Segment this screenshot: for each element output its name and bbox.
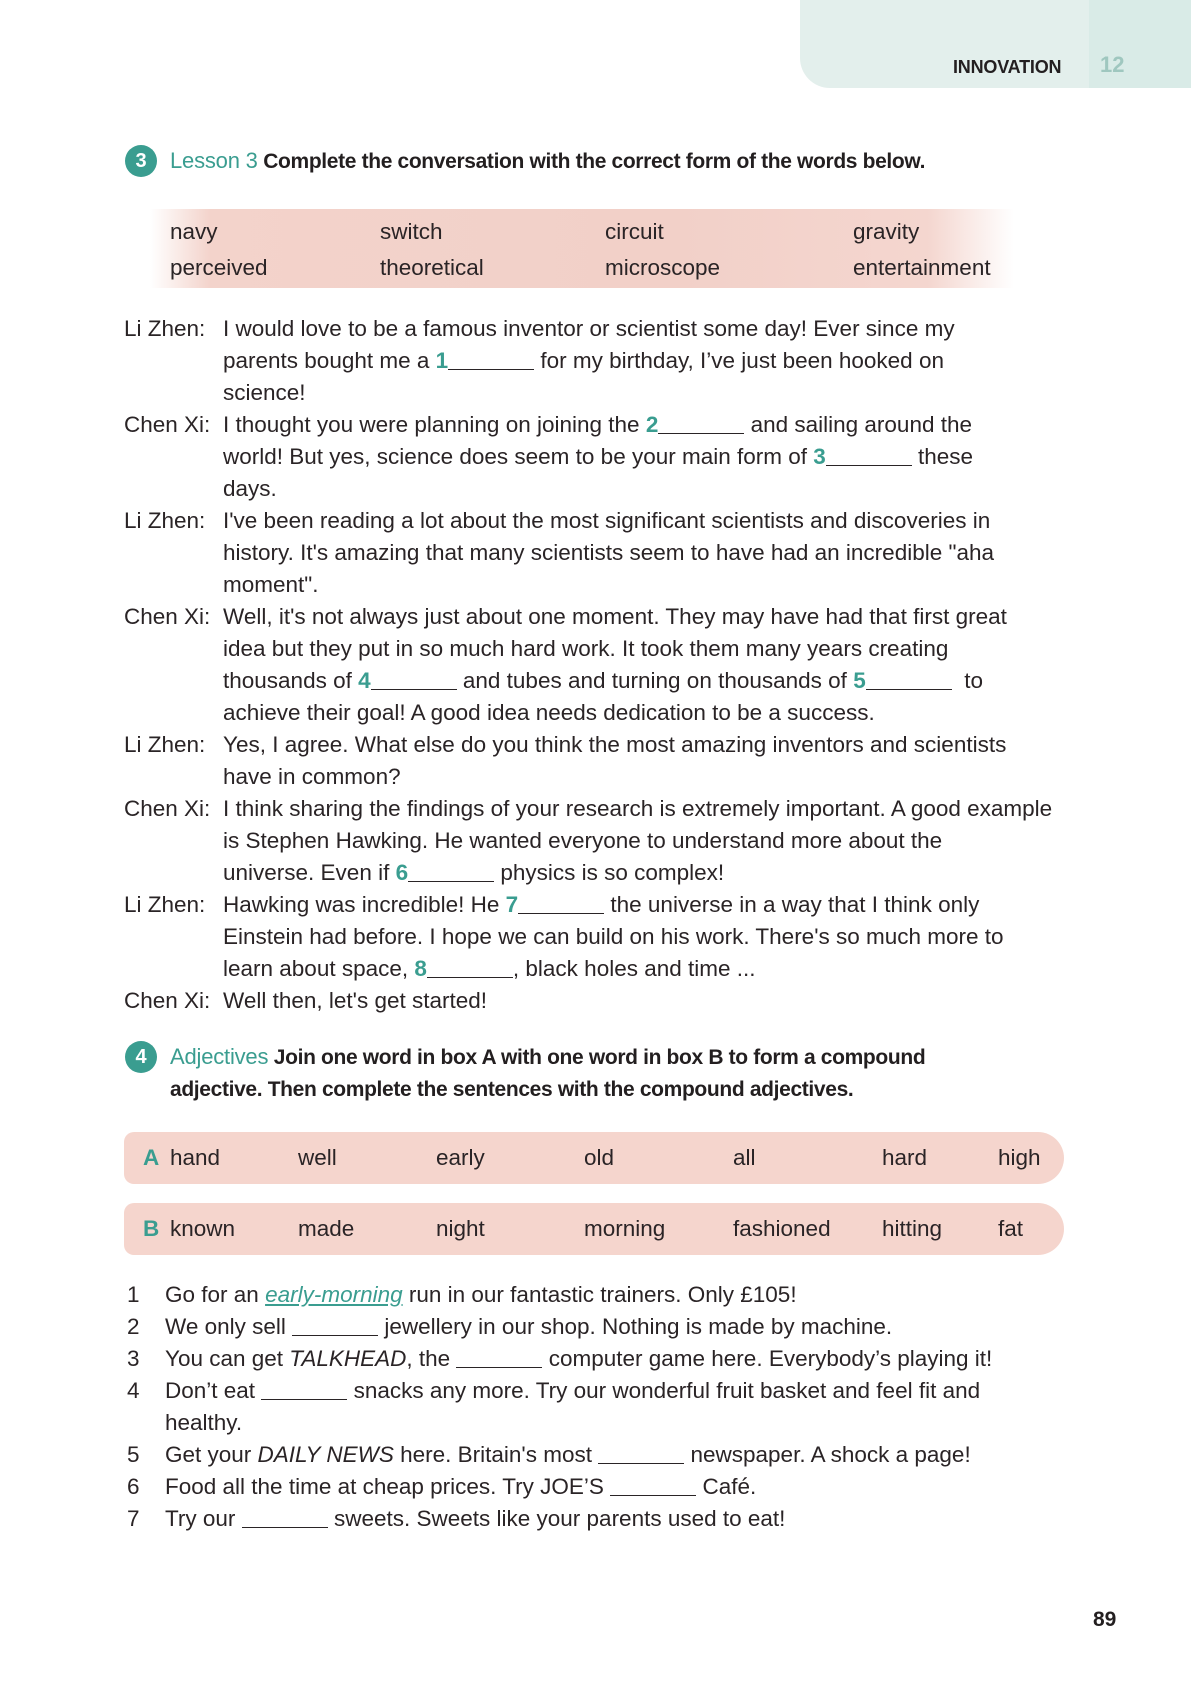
- dialogue-line: [223, 505, 1164, 537]
- sentence-line: [165, 1375, 1127, 1407]
- italic-title: TALKHEAD: [289, 1346, 407, 1371]
- word-box-item: entertainment: [853, 255, 991, 280]
- box-word: all: [733, 1145, 756, 1170]
- box-word: early: [436, 1145, 485, 1170]
- dialogue-line: [223, 473, 1164, 505]
- box-word: old: [584, 1145, 615, 1170]
- word-box-item: perceived: [170, 255, 268, 280]
- box-word: hitting: [882, 1216, 943, 1241]
- dialogue-turn: [124, 505, 1164, 601]
- dialogue-line: [223, 761, 1164, 793]
- gap-number: 2: [645, 412, 659, 437]
- dialogue-line: [223, 377, 1164, 409]
- answer-blank: [261, 1382, 347, 1400]
- dialogue-text: [223, 409, 1164, 505]
- text-segment: Well, it's not always just about one moment. They may have had that first great: [223, 604, 1007, 629]
- dialogue-turn: [124, 601, 1164, 729]
- word-box: [150, 209, 1014, 288]
- sentence-item: [127, 1375, 1127, 1439]
- text-segment: the universe in a way that I think only: [604, 892, 980, 917]
- italic-title: DAILY NEWS: [257, 1442, 394, 1467]
- text-segment: Hawking was incredible! He: [223, 892, 506, 917]
- dialogue-text: [223, 729, 1164, 793]
- example-answer: early-morning: [265, 1282, 403, 1307]
- text-segment: and sailing around the: [744, 412, 972, 437]
- sentence-item: [127, 1311, 1127, 1343]
- text-segment: Yes, I agree. What else do you think the most amazing inventors and scientists: [223, 732, 1007, 757]
- answer-blank: [610, 1478, 696, 1496]
- text-segment: parents bought me a: [223, 348, 436, 373]
- page-number: 89: [1093, 1608, 1117, 1631]
- box-word: high: [998, 1145, 1041, 1170]
- text-segment: , black holes and time ...: [512, 956, 756, 981]
- sentence-text: [165, 1471, 1127, 1503]
- text-segment: healthy.: [165, 1410, 243, 1435]
- dialogue-line: [223, 985, 1164, 1017]
- dialogue-line: [223, 345, 1164, 377]
- sentence-number: 4: [127, 1378, 140, 1403]
- answer-blank: [242, 1510, 328, 1528]
- box-word: fat: [998, 1216, 1024, 1241]
- exercise-3-number-badge: 3: [125, 145, 157, 177]
- answer-blank: [448, 352, 534, 370]
- dialogue-line: [223, 601, 1164, 633]
- numbered-gap: [646, 412, 745, 437]
- text-segment: is Stephen Hawking. He wanted everyone to understand more about the: [223, 828, 943, 853]
- exercise-4-instruction-text: Join one word in box A with one word in box B to form a compound: [273, 1046, 926, 1069]
- exercise-3-heading: [170, 145, 925, 178]
- text-segment: universe. Even if: [223, 860, 396, 885]
- dialogue-text: [223, 985, 1164, 1017]
- sentence-number: 3: [127, 1346, 140, 1371]
- box-word: known: [170, 1216, 236, 1241]
- dialogue-text: [223, 889, 1164, 985]
- numbered-gap: [436, 348, 535, 373]
- numbered-gap: [414, 956, 513, 981]
- text-segment: newspaper. A shock a page!: [684, 1442, 971, 1467]
- word-box-item: navy: [170, 219, 218, 244]
- box-word: night: [436, 1216, 485, 1241]
- exercise-4-number-badge: 4: [125, 1041, 157, 1073]
- box-letter: A: [143, 1145, 160, 1170]
- speaker-name: Li Zhen:: [124, 892, 206, 917]
- dialogue-turn: [124, 409, 1164, 505]
- section-title: INNOVATION: [953, 57, 1062, 77]
- dialogue-line: [223, 697, 1164, 729]
- dialogue-line: [223, 857, 1164, 889]
- box-word: hard: [882, 1145, 928, 1170]
- sentence-text: [165, 1343, 1127, 1375]
- sentence-number: 6: [127, 1474, 140, 1499]
- box-letter: B: [143, 1216, 160, 1241]
- exercise-4-instruction-line-1: [170, 1041, 925, 1074]
- answer-blank: [658, 416, 744, 434]
- text-segment: and tubes and turning on thousands of: [456, 668, 854, 693]
- answer-blank: [518, 896, 604, 914]
- answer-blank: [598, 1446, 684, 1464]
- numbered-gap: [358, 668, 457, 693]
- gap-number: 5: [853, 668, 866, 693]
- dialogue-turn: [124, 793, 1164, 889]
- text-segment: days.: [223, 476, 277, 501]
- numbered-gap: [396, 860, 495, 885]
- text-segment: Food all the time at cheap prices. Try JOE’S: [165, 1474, 611, 1499]
- sentence-text: [165, 1439, 1127, 1471]
- speaker-name: Li Zhen:: [124, 316, 206, 341]
- text-segment: history. It's amazing that many scientists seem to have had an incredible "aha: [223, 540, 995, 565]
- speaker-name: Chen Xi:: [124, 412, 211, 437]
- exercise-4-label: Adjectives: [170, 1044, 269, 1069]
- numbered-gap: [813, 444, 912, 469]
- word-box-item: switch: [380, 219, 443, 244]
- text-segment: I've been reading a lot about the most significant scientists and discoveries in: [223, 508, 991, 533]
- text-segment: Café.: [696, 1474, 757, 1499]
- sentence-number: 1: [127, 1282, 140, 1307]
- text-segment: Go for an: [165, 1282, 266, 1307]
- exercise-4-instruction-line-2: adjective. Then complete the sentences with the compound adjectives.: [170, 1078, 854, 1101]
- gap-number: 8: [414, 956, 427, 981]
- gap-number: 7: [505, 892, 519, 917]
- text-segment: sweets. Sweets like your parents used to eat!: [327, 1506, 786, 1531]
- dialogue-line: [223, 953, 1164, 985]
- dialogue-line: [223, 729, 1164, 761]
- text-segment: here. Britain's most: [393, 1442, 599, 1467]
- sentence-line: [165, 1471, 1127, 1503]
- dialogue-line: [223, 409, 1164, 441]
- gap-number: 3: [813, 444, 826, 469]
- speaker-name: Li Zhen:: [124, 732, 206, 757]
- dialogue-turn: [124, 889, 1164, 985]
- dialogue-line: [223, 665, 1164, 697]
- answer-blank: [371, 672, 457, 690]
- sentence-text: [165, 1503, 1127, 1535]
- sentence-line: [165, 1279, 1127, 1311]
- text-segment: thousands of: [223, 668, 359, 693]
- box-word: made: [298, 1216, 355, 1241]
- dialogue-line: [223, 633, 1164, 665]
- dialogue-text: [223, 601, 1164, 729]
- answer-blank: [826, 448, 912, 466]
- word-box-item: microscope: [605, 255, 721, 280]
- text-segment: Get your: [165, 1442, 258, 1467]
- speaker-name: Chen Xi:: [124, 988, 211, 1013]
- speaker-name: Chen Xi:: [124, 796, 211, 821]
- sentence-number: 5: [127, 1442, 140, 1467]
- sentence-item: [127, 1503, 1127, 1535]
- text-segment: achieve their goal! A good idea needs dedication to be a success.: [223, 700, 875, 725]
- dialogue-line: [223, 441, 1164, 473]
- dialogue-line: [223, 889, 1164, 921]
- text-segment: moment".: [223, 572, 319, 597]
- speaker-name: Chen Xi:: [124, 604, 211, 629]
- sentence-line: [165, 1407, 1127, 1439]
- speaker-name: Li Zhen:: [124, 508, 206, 533]
- dialogue-turn: [124, 985, 1164, 1017]
- exercise-3-label: Lesson 3: [170, 148, 258, 173]
- text-segment: idea but they put in so much hard work. It took them many years creating: [223, 636, 949, 661]
- dialogue-text: [223, 793, 1164, 889]
- sentence-item: [127, 1343, 1127, 1375]
- text-segment: to: [951, 668, 983, 693]
- text-segment: physics is so complex!: [494, 860, 725, 885]
- exercise-3-instruction: Complete the conversation with the correct form of the words below.: [263, 150, 926, 173]
- text-segment: science!: [223, 380, 306, 405]
- text-segment: snacks any more. Try our wonderful fruit basket and feel fit and: [347, 1378, 981, 1403]
- gap-number: 6: [395, 860, 409, 885]
- sentence-text: [165, 1311, 1127, 1343]
- answer-blank: [427, 960, 513, 978]
- conversation: [124, 313, 1164, 1017]
- text-segment: I think sharing the findings of your research is extremely important. A good example: [223, 796, 1053, 821]
- text-segment: Don’t eat: [165, 1378, 262, 1403]
- word-box-item: circuit: [605, 219, 664, 244]
- section-header-tab: [800, 0, 1191, 88]
- dialogue-text: [223, 505, 1164, 601]
- sentence-item: [127, 1439, 1127, 1471]
- text-segment: I thought you were planning on joining the: [223, 412, 646, 437]
- text-segment: have in common?: [223, 764, 401, 789]
- answer-blank: [292, 1318, 378, 1336]
- sentence-text: [165, 1279, 1127, 1311]
- text-segment: for my birthday, I’ve just been hooked on: [534, 348, 944, 373]
- text-segment: I would love to be a famous inventor or scientist some day! Ever since my: [223, 316, 955, 341]
- sentence-line: [165, 1311, 1127, 1343]
- text-segment: computer game here. Everybody’s playing it!: [542, 1346, 993, 1371]
- sentence-number: 7: [127, 1506, 140, 1531]
- dialogue-line: [223, 793, 1164, 825]
- sentence-line: [165, 1503, 1127, 1535]
- sentence-number: 2: [127, 1314, 140, 1339]
- dialogue-turn: [124, 729, 1164, 793]
- unit-number: 12: [1100, 52, 1125, 77]
- text-segment: learn about space,: [223, 956, 415, 981]
- text-segment: world! But yes, science does seem to be your main form of: [223, 444, 814, 469]
- sentence-text: [165, 1375, 1127, 1439]
- dialogue-line: [223, 825, 1164, 857]
- text-segment: these: [911, 444, 974, 469]
- dialogue-line: [223, 313, 1164, 345]
- dialogue-line: [223, 569, 1164, 601]
- word-box-a: [124, 1132, 1064, 1184]
- exercise-4-heading: [170, 1041, 925, 1106]
- text-segment: You can get: [165, 1346, 290, 1371]
- dialogue-turn: [124, 313, 1164, 409]
- word-box-item: gravity: [853, 219, 920, 244]
- box-word: hand: [170, 1145, 221, 1170]
- text-segment: Well then, let's get started!: [223, 988, 488, 1013]
- sentence-line: [165, 1439, 1127, 1471]
- sentence-item: [127, 1279, 1127, 1311]
- sentence-item: [127, 1471, 1127, 1503]
- text-segment: We only sell: [165, 1314, 293, 1339]
- word-box-b: [124, 1203, 1064, 1255]
- text-segment: , the: [406, 1346, 457, 1371]
- gap-number: 4: [358, 668, 371, 693]
- dialogue-line: [223, 921, 1164, 953]
- text-segment: Einstein had before. I hope we can build on his work. There's so much more to: [223, 924, 1004, 949]
- word-box-item: theoretical: [380, 255, 484, 280]
- gap-number: 1: [435, 348, 449, 373]
- answer-blank: [408, 864, 494, 882]
- text-segment: Try our: [165, 1506, 242, 1531]
- box-word: morning: [584, 1216, 666, 1241]
- text-segment: jewellery in our shop. Nothing is made by machine.: [378, 1314, 893, 1339]
- dialogue-line: [223, 537, 1164, 569]
- dialogue-text: [223, 313, 1164, 409]
- answer-blank: [456, 1350, 542, 1368]
- answer-blank: [866, 672, 952, 690]
- box-word: well: [298, 1145, 337, 1170]
- box-word: fashioned: [733, 1216, 831, 1241]
- sentence-line: [165, 1343, 1127, 1375]
- numbered-gap: [506, 892, 605, 917]
- text-segment: run in our fantastic trainers. Only £105!: [402, 1282, 797, 1307]
- numbered-gap: [853, 668, 952, 693]
- sentence-list: [127, 1279, 1127, 1535]
